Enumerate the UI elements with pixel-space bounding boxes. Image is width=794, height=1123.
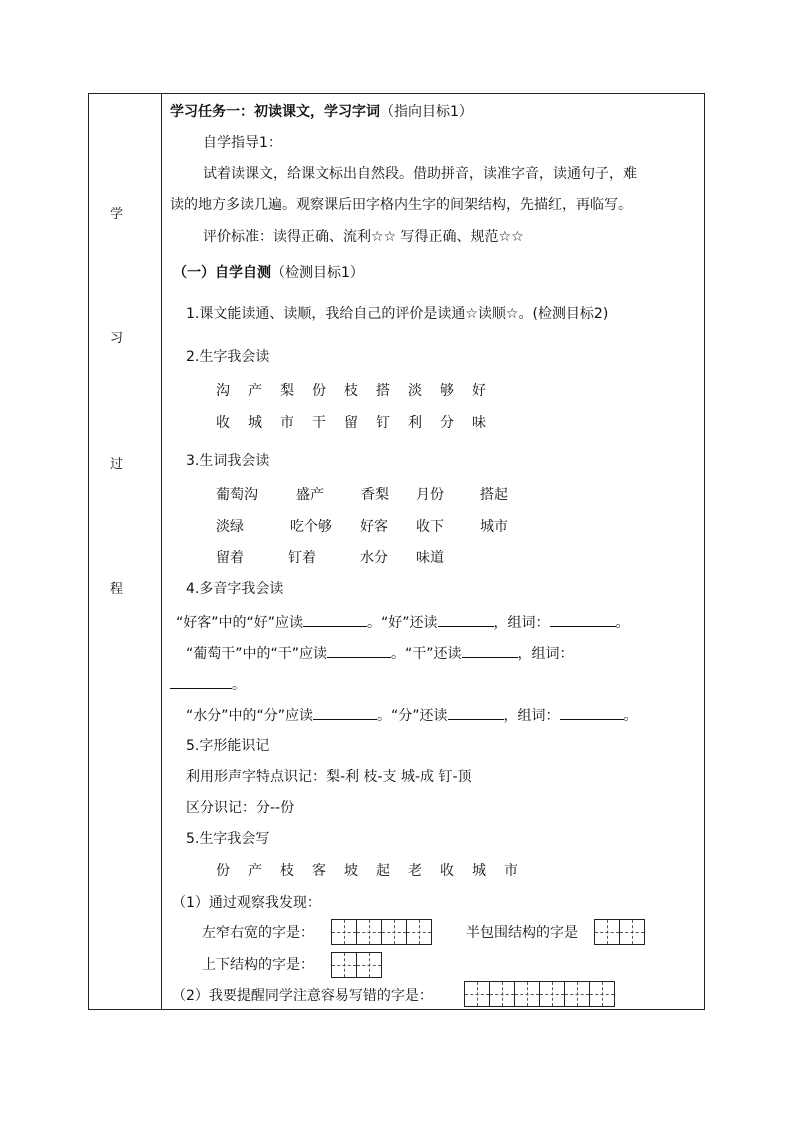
column-divider <box>161 93 162 1010</box>
char: 够 <box>440 383 454 399</box>
question-6-title: 5.生字我会写 <box>186 831 270 847</box>
polyphone-text: 。 <box>232 677 246 693</box>
grid-cell[interactable] <box>464 981 490 1007</box>
grid-cell[interactable] <box>331 952 357 978</box>
side-label-1: 学 <box>110 207 124 222</box>
word: 淡绿 <box>216 519 244 535</box>
grid-cell[interactable] <box>589 981 615 1007</box>
question-2-title: 2.生字我会读 <box>186 349 270 365</box>
polyphone-line-3 <box>186 705 638 725</box>
polyphone-line-2-cont <box>170 674 246 694</box>
answer-blank[interactable] <box>560 705 624 720</box>
writing-grid-left-right[interactable] <box>331 919 432 945</box>
task-title <box>170 103 473 121</box>
char: 枝 <box>280 863 294 879</box>
writing-grid-remind[interactable] <box>464 981 615 1007</box>
polyphone-text: “好客”中的“好”应读 <box>176 615 304 631</box>
word: 水分 <box>360 550 388 566</box>
question-5-title: 5.字形能识记 <box>186 738 270 754</box>
observation-title: （1）通过观察我发现： <box>172 895 321 911</box>
char: 城 <box>472 863 486 879</box>
char: 干 <box>312 415 326 431</box>
char: 产 <box>248 863 262 879</box>
word: 味道 <box>416 550 444 566</box>
char: 城 <box>248 415 262 431</box>
word: 葡萄沟 <box>216 487 258 503</box>
word: 钉着 <box>288 550 316 566</box>
guide-line-2: 读的地方多读几遍。观察课后田字格内生字的间架结构，先描红，再临写。 <box>170 197 632 213</box>
char: 收 <box>440 863 454 879</box>
evaluation-criteria: 评价标准：读得正确、流利☆☆ 写得正确、规范☆☆ <box>203 229 524 245</box>
top-bottom-label: 上下结构的字是： <box>202 957 314 973</box>
side-label-3: 过 <box>110 457 124 472</box>
char: 好 <box>472 383 486 399</box>
answer-blank[interactable] <box>448 705 504 720</box>
side-label-4: 程 <box>110 582 124 597</box>
answer-blank[interactable] <box>170 674 232 689</box>
side-label-2: 习 <box>110 331 124 346</box>
char: 市 <box>280 415 294 431</box>
word: 吃个够 <box>290 519 332 535</box>
char: 分 <box>440 415 454 431</box>
char: 份 <box>312 383 326 399</box>
char: 客 <box>312 863 326 879</box>
polyphone-text: ，组词： <box>493 615 550 631</box>
answer-blank[interactable] <box>303 612 367 627</box>
char: 味 <box>472 415 486 431</box>
word: 留着 <box>216 550 244 566</box>
answer-blank[interactable] <box>462 643 518 658</box>
grid-cell[interactable] <box>356 952 382 978</box>
char: 老 <box>408 863 422 879</box>
polyphone-text: 。 <box>615 615 630 631</box>
char: 起 <box>376 863 390 879</box>
guide-title: 自学指导1： <box>203 135 282 151</box>
task-title-bold: 学习任务一：初读课文，学习字词 <box>170 104 380 120</box>
writing-grid-top-bottom[interactable] <box>331 952 382 978</box>
grid-cell[interactable] <box>406 919 432 945</box>
polyphone-text: 。 <box>623 708 638 724</box>
char: 梨 <box>280 383 294 399</box>
word: 香梨 <box>361 487 389 503</box>
char: 淡 <box>408 383 422 399</box>
half-enclosure-label: 半包围结构的字是 <box>466 925 578 941</box>
char: 产 <box>248 383 262 399</box>
char: 枝 <box>344 383 358 399</box>
guide-line-1: 试着读课文，给课文标出自然段。借助拼音，读准字音，读通句子，难 <box>203 166 637 182</box>
grid-cell[interactable] <box>381 919 407 945</box>
answer-blank[interactable] <box>438 612 494 627</box>
grid-cell[interactable] <box>539 981 565 1007</box>
char: 收 <box>216 415 230 431</box>
section-self-test-target: （检测目标1） <box>271 265 364 281</box>
grid-cell[interactable] <box>564 981 590 1007</box>
char: 市 <box>504 863 518 879</box>
question-3-title: 3.生词我会读 <box>186 453 270 469</box>
remind-label: （2）我要提醒同学注意容易写错的字是： <box>172 988 433 1004</box>
answer-blank[interactable] <box>550 612 616 627</box>
grid-cell[interactable] <box>619 919 645 945</box>
char-row-2 <box>216 414 504 432</box>
char: 利 <box>408 415 422 431</box>
char: 份 <box>216 863 230 879</box>
left-right-label: 左窄右宽的字是： <box>202 925 314 941</box>
polyphone-text: 。“分”还读 <box>377 708 448 724</box>
word: 好客 <box>360 519 388 535</box>
grid-cell[interactable] <box>331 919 357 945</box>
polyphone-text: 。“干”还读 <box>391 646 462 662</box>
polyphone-text: “水分”中的“分”应读 <box>186 708 314 724</box>
polyphone-line-2 <box>186 643 574 663</box>
word: 收下 <box>416 519 444 535</box>
polyphone-text: “葡萄干”中的“干”应读 <box>186 646 328 662</box>
write-char-row <box>216 862 536 880</box>
char: 坡 <box>344 863 358 879</box>
polyphone-text: ，组词： <box>503 708 560 724</box>
char: 沟 <box>216 383 230 399</box>
char-row-1 <box>216 382 504 400</box>
grid-cell[interactable] <box>514 981 540 1007</box>
word: 盛产 <box>296 487 324 503</box>
word: 搭起 <box>480 487 508 503</box>
shape-memory-line-2: 区分识记：分--份 <box>186 800 295 816</box>
grid-cell[interactable] <box>594 919 620 945</box>
writing-grid-half-enclosure[interactable] <box>594 919 645 945</box>
polyphone-line-1 <box>176 612 630 632</box>
question-4-title: 4.多音字我会读 <box>186 581 284 597</box>
task-title-target: （指向目标1） <box>380 104 473 120</box>
grid-cell[interactable] <box>356 919 382 945</box>
polyphone-text: ，组词： <box>517 646 574 662</box>
char: 钉 <box>376 415 390 431</box>
section-self-test-bold: （一）自学自测 <box>173 265 271 281</box>
section-self-test <box>173 264 364 282</box>
grid-cell[interactable] <box>489 981 515 1007</box>
polyphone-text: 。“好”还读 <box>367 615 438 631</box>
char: 留 <box>344 415 358 431</box>
shape-memory-line-1: 利用形声字特点识记：梨-利 枝-支 城-成 钉-顶 <box>186 769 472 785</box>
word: 城市 <box>480 519 508 535</box>
question-1: 1.课文能读通、读顺，我给自己的评价是读通☆读顺☆。(检测目标2) <box>186 306 609 322</box>
answer-blank[interactable] <box>313 705 377 720</box>
answer-blank[interactable] <box>327 643 391 658</box>
word: 月份 <box>416 487 444 503</box>
char: 搭 <box>376 383 390 399</box>
